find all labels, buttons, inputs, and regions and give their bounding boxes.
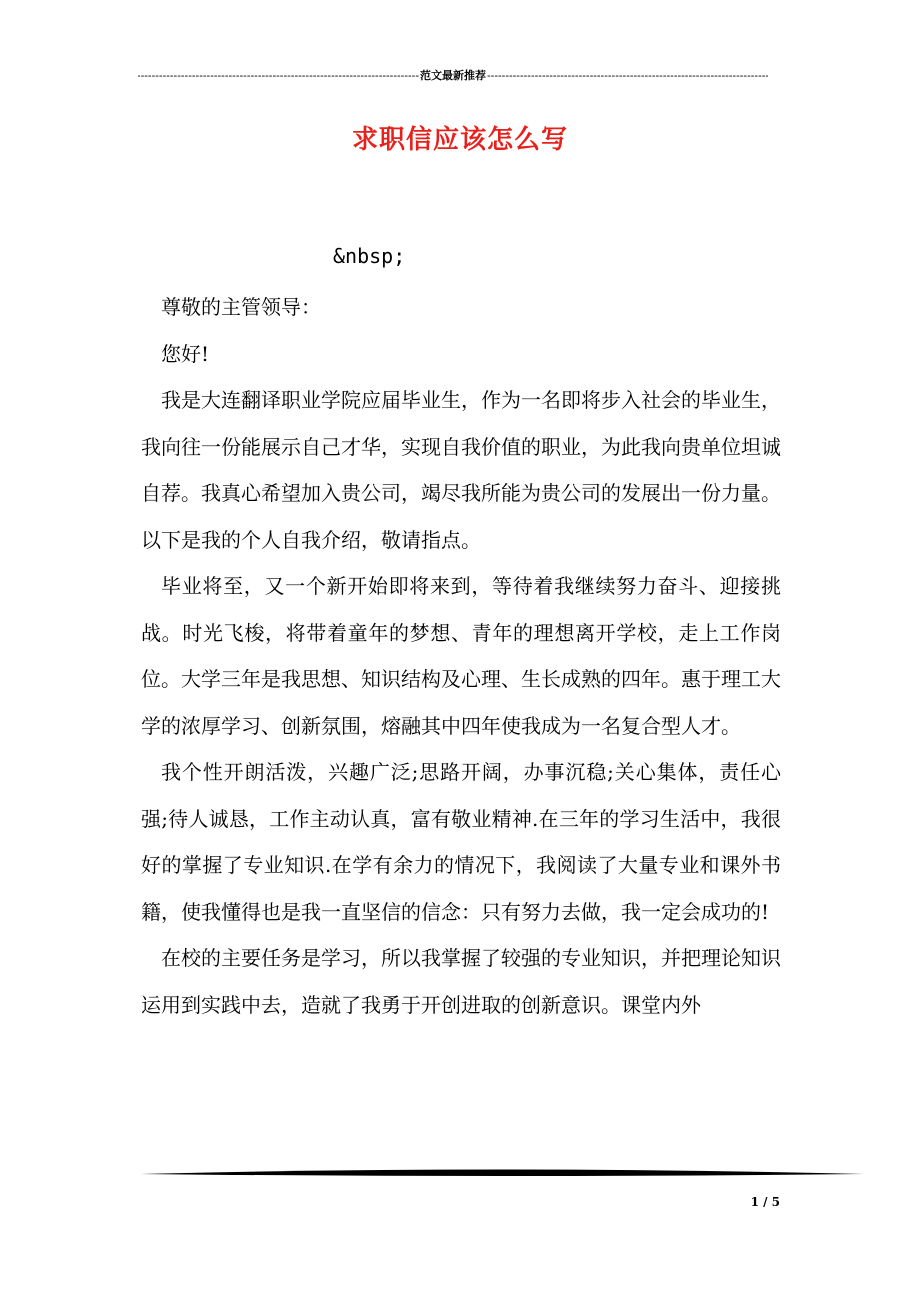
header-label: 范文最新推荐	[420, 70, 486, 82]
salutation: 尊敬的主管领导：	[161, 295, 321, 319]
entity-text-line: &nbsp;	[333, 244, 406, 268]
page-number: 1 / 5	[750, 1195, 780, 1209]
page-header	[138, 66, 768, 86]
greeting: 您好!	[161, 341, 210, 366]
header-dashes-right	[487, 66, 768, 86]
paragraph-personality: 我个性开朗活泼，兴趣广泛;思路开阔，办事沉稳;关心集体，责任心强;待人诚恳，工作主动认真，富有敬业精神.在三年的学习生活中，我很好的掌握了专业知识.在学有余力的情况下，我阅读了大量专业和课外书籍，使我懂得也是我一直坚信的信念：只有努力去做，我一定会成功的!	[141, 760, 781, 924]
paragraph-intro: 我是大连翻译职业学院应届毕业生，作为一名即将步入社会的毕业生，我向往一份能展示自己才华，实现自我价值的职业，为此我向贵单位坦诚自荐。我真心希望加入贵公司，竭尽我所能为贵公司的发展出一份力量。以下是我的个人自我介绍，敬请指点。	[141, 388, 781, 552]
letter-body	[141, 284, 781, 1028]
paragraph-study: 在校的主要任务是学习，所以我掌握了较强的专业知识，并把理论知识运用到实践中去，造就了我勇于开创进取的创新意识。课堂内外	[141, 946, 781, 1017]
document-title: 求职信应该怎么写	[351, 125, 568, 155]
footer-divider	[140, 1167, 864, 1181]
paragraph-graduation: 毕业将至，又一个新开始即将来到，等待着我继续努力奋斗、迎接挑战。时光飞梭，将带着童年的梦想、青年的理想离开学校，走上工作岗位。大学三年是我思想、知识结构及心理、生长成熟的四年。惠于理工大学的浓厚学习、创新氛围，熔融其中四年使我成为一名复合型人才。	[141, 574, 781, 738]
header-dashes-left	[138, 66, 419, 86]
